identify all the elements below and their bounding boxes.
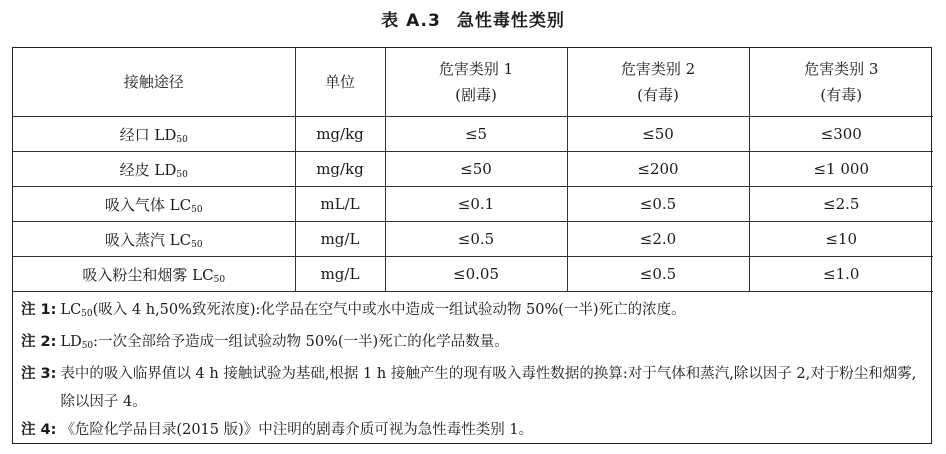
header-category-1: 危害类别 1 (剧毒) bbox=[385, 48, 567, 117]
category-1-cell: ≤0.5 bbox=[385, 222, 567, 257]
unit-cell: mg/L bbox=[295, 222, 385, 257]
route-cell: 吸入蒸汽 $LC_{50}$ bbox=[13, 222, 295, 257]
note-3: 注 3: 表中的吸入临界值以 4 h 接触试验为基础,根据 1 h 接触产生的现有吸入毒性数据的换算:对于气体和蒸汽,除以因子 2,对于粉尘和烟雾,除以因子 4。 bbox=[21, 366, 917, 410]
table-row bbox=[13, 187, 933, 222]
unit-cell: mg/kg bbox=[295, 152, 385, 187]
table-row bbox=[13, 257, 933, 292]
table-row bbox=[13, 222, 933, 257]
category-3-cell: ≤1 000 bbox=[749, 152, 933, 187]
table-row bbox=[13, 152, 933, 187]
route-cell: 吸入气体 $LC_{50}$ bbox=[13, 187, 295, 222]
unit-cell: mg/kg bbox=[295, 117, 385, 152]
table-notes bbox=[13, 292, 931, 444]
category-2-cell: ≤2.0 bbox=[567, 222, 749, 257]
table-caption: 急性毒性类别 bbox=[456, 11, 565, 31]
category-3-cell: ≤2.5 bbox=[749, 187, 933, 222]
table-title bbox=[0, 6, 946, 31]
header-route: 接触途径 bbox=[13, 48, 295, 117]
header-row bbox=[13, 48, 933, 117]
note-1: 注 1: $LC_{50}$(吸入 4 h,50%致死浓度):化学品在空气中或水中造成一组试验动物 50%(一半)死亡的浓度。 bbox=[21, 302, 686, 319]
category-2-cell: ≤0.5 bbox=[567, 257, 749, 292]
category-1-cell: ≤50 bbox=[385, 152, 567, 187]
category-3-cell: ≤10 bbox=[749, 222, 933, 257]
header-unit: 单位 bbox=[295, 48, 385, 117]
category-2-cell: ≤50 bbox=[567, 117, 749, 152]
category-1-cell: ≤0.05 bbox=[385, 257, 567, 292]
header-category-2: 危害类别 2 (有毒) bbox=[567, 48, 749, 117]
category-2-cell: ≤0.5 bbox=[567, 187, 749, 222]
category-2-cell: ≤200 bbox=[567, 152, 749, 187]
table-frame bbox=[12, 47, 932, 444]
category-1-cell: ≤0.1 bbox=[385, 187, 567, 222]
note-2: 注 2: $LD_{50}$:一次全部给予造成一组试验动物 50%(一半)死亡的化学品数量。 bbox=[21, 334, 509, 351]
unit-cell: mg/L bbox=[295, 257, 385, 292]
category-3-cell: ≤300 bbox=[749, 117, 933, 152]
route-cell: 经皮 $LD_{50}$ bbox=[13, 152, 295, 187]
route-cell: 吸入粉尘和烟雾 $LC_{50}$ bbox=[13, 257, 295, 292]
category-3-cell: ≤1.0 bbox=[749, 257, 933, 292]
unit-cell: mL/L bbox=[295, 187, 385, 222]
category-1-cell: ≤5 bbox=[385, 117, 567, 152]
header-category-3: 危害类别 3 (有毒) bbox=[749, 48, 933, 117]
table-number: 表 A.3 bbox=[381, 11, 441, 31]
table-row bbox=[13, 117, 933, 152]
route-cell: 经口 $LD_{50}$ bbox=[13, 117, 295, 152]
note-4: 注 4: 《危险化学品目录(2015 版)》中注明的剧毒介质可视为急性毒性类别 1。 bbox=[21, 422, 534, 438]
toxicity-table bbox=[13, 48, 933, 292]
